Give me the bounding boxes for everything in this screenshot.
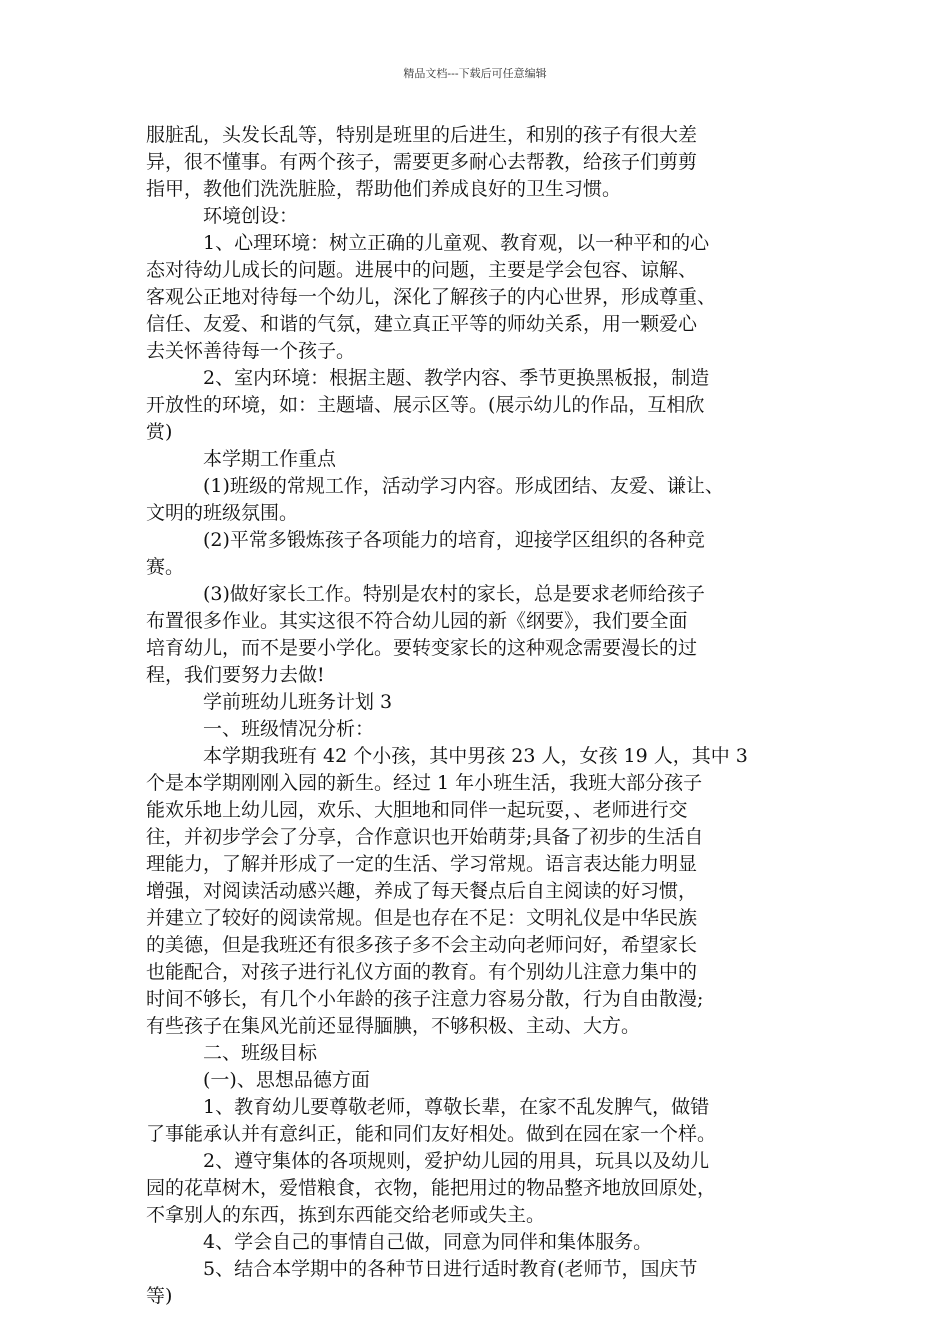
text-line: 5、结合本学期中的各种节日进行适时教育(老师节，国庆节 bbox=[203, 1258, 698, 1280]
text-line: 个是本学期刚刚入园的新生。经过 1 年小班生活，我班大部分孩子 bbox=[146, 772, 703, 794]
text-line: 一、班级情况分析： bbox=[203, 718, 375, 740]
text-line: 服脏乱，头发长乱等，特别是班里的后进生，和别的孩子有很大差 bbox=[146, 124, 698, 146]
text-line: 程，我们要努力去做! bbox=[146, 664, 325, 686]
text-line: 能欢乐地上幼儿园，欢乐、大胆地和同伴一起玩耍，、老师进行交 bbox=[146, 799, 688, 821]
text-line: (1)班级的常规工作，活动学习内容。形成团结、友爱、谦让、 bbox=[203, 475, 724, 497]
text-line: (3)做好家长工作。特别是农村的家长，总是要求老师给孩子 bbox=[203, 583, 705, 605]
text-line: 本学期我班有 42 个小孩，其中男孩 23 人，女孩 19 人，其中 3 bbox=[203, 745, 748, 767]
text-line: 理能力，了解并形成了一定的生活、学习常规。语言表达能力明显 bbox=[146, 853, 698, 875]
text-line: 学前班幼儿班务计划 3 bbox=[203, 691, 393, 713]
text-line: 时间不够长，有几个小年龄的孩子注意力容易分散，行为自由散漫; bbox=[146, 988, 704, 1010]
text-line: 去关怀善待每一个孩子。 bbox=[146, 340, 356, 362]
text-line: 增强，对阅读活动感兴趣，养成了每天餐点后自主阅读的好习惯， bbox=[146, 880, 698, 902]
text-line: 布置很多作业。其实这很不符合幼儿园的新《纲要》，我们要全面 bbox=[146, 610, 688, 632]
text-line: 2、遵守集体的各项规则，爱护幼儿园的用具，玩具以及幼儿 bbox=[203, 1150, 710, 1172]
text-line: 文明的班级氛围。 bbox=[146, 502, 299, 524]
text-line: 的美德，但是我班还有很多孩子多不会主动向老师问好，希望家长 bbox=[146, 934, 698, 956]
text-line: 并建立了较好的阅读常规。但是也存在不足：文明礼仪是中华民族 bbox=[146, 907, 698, 929]
text-line: 客观公正地对待每一个幼儿，深化了解孩子的内心世界，形成尊重、 bbox=[146, 286, 717, 308]
text-line: 赏) bbox=[146, 421, 173, 443]
text-line: 园的花草树木，爱惜粮食，衣物，能把用过的物品整齐地放回原处， bbox=[146, 1177, 717, 1199]
text-line: 也能配合，对孩子进行礼仪方面的教育。有个别幼儿注意力集中的 bbox=[146, 961, 698, 983]
text-line: 赛。 bbox=[146, 556, 185, 578]
text-line: 了事能承认并有意纠正，能和同们友好相处。做到在园在家一个样。 bbox=[146, 1123, 717, 1145]
text-line: 等) bbox=[146, 1285, 173, 1307]
text-line: 1、心理环境：树立正确的儿童观、教育观，以一种平和的心 bbox=[203, 232, 710, 254]
text-line: 本学期工作重点 bbox=[203, 448, 337, 470]
text-line: 异，很不懂事。有两个孩子，需要更多耐心去帮教，给孩子们剪剪 bbox=[146, 151, 698, 173]
text-line: 有些孩子在集风光前还显得腼腆，不够积极、主动、大方。 bbox=[146, 1015, 641, 1037]
text-line: 不拿别人的东西，拣到东西能交给老师或失主。 bbox=[146, 1204, 546, 1226]
text-line: 态对待幼儿成长的问题。进展中的问题，主要是学会包容、谅解、 bbox=[146, 259, 698, 281]
text-line: 4、学会自己的事情自己做，同意为同伴和集体服务。 bbox=[203, 1231, 653, 1253]
text-line: 往，并初步学会了分享，合作意识也开始萌芽;具备了初步的生活自 bbox=[146, 826, 704, 848]
document-body bbox=[146, 122, 826, 1310]
text-line: 培育幼儿，而不是要小学化。要转变家长的这种观念需要漫长的过 bbox=[146, 637, 698, 659]
text-line: 开放性的环境，如：主题墙、展示区等。(展示幼儿的作品，互相欣 bbox=[146, 394, 705, 416]
page-header: 精品文档---下载后可任意编辑 bbox=[403, 67, 547, 80]
text-line: (一)、思想品德方面 bbox=[203, 1069, 370, 1091]
text-line: 1、教育幼儿要尊敬老师，尊敬长辈，在家不乱发脾气，做错 bbox=[203, 1096, 710, 1118]
text-line: 信任、友爱、和谐的气氛，建立真正平等的师幼关系，用一颗爱心 bbox=[146, 313, 698, 335]
text-line: 指甲，教他们洗洗脏脸，帮助他们养成良好的卫生习惯。 bbox=[146, 178, 622, 200]
text-line: 2、室内环境：根据主题、教学内容、季节更换黑板报，制造 bbox=[203, 367, 710, 389]
text-line: 环境创设： bbox=[203, 205, 299, 227]
text-line: (2)平常多锻炼孩子各项能力的培育，迎接学区组织的各种竞 bbox=[203, 529, 705, 551]
text-line: 二、班级目标 bbox=[203, 1042, 318, 1064]
